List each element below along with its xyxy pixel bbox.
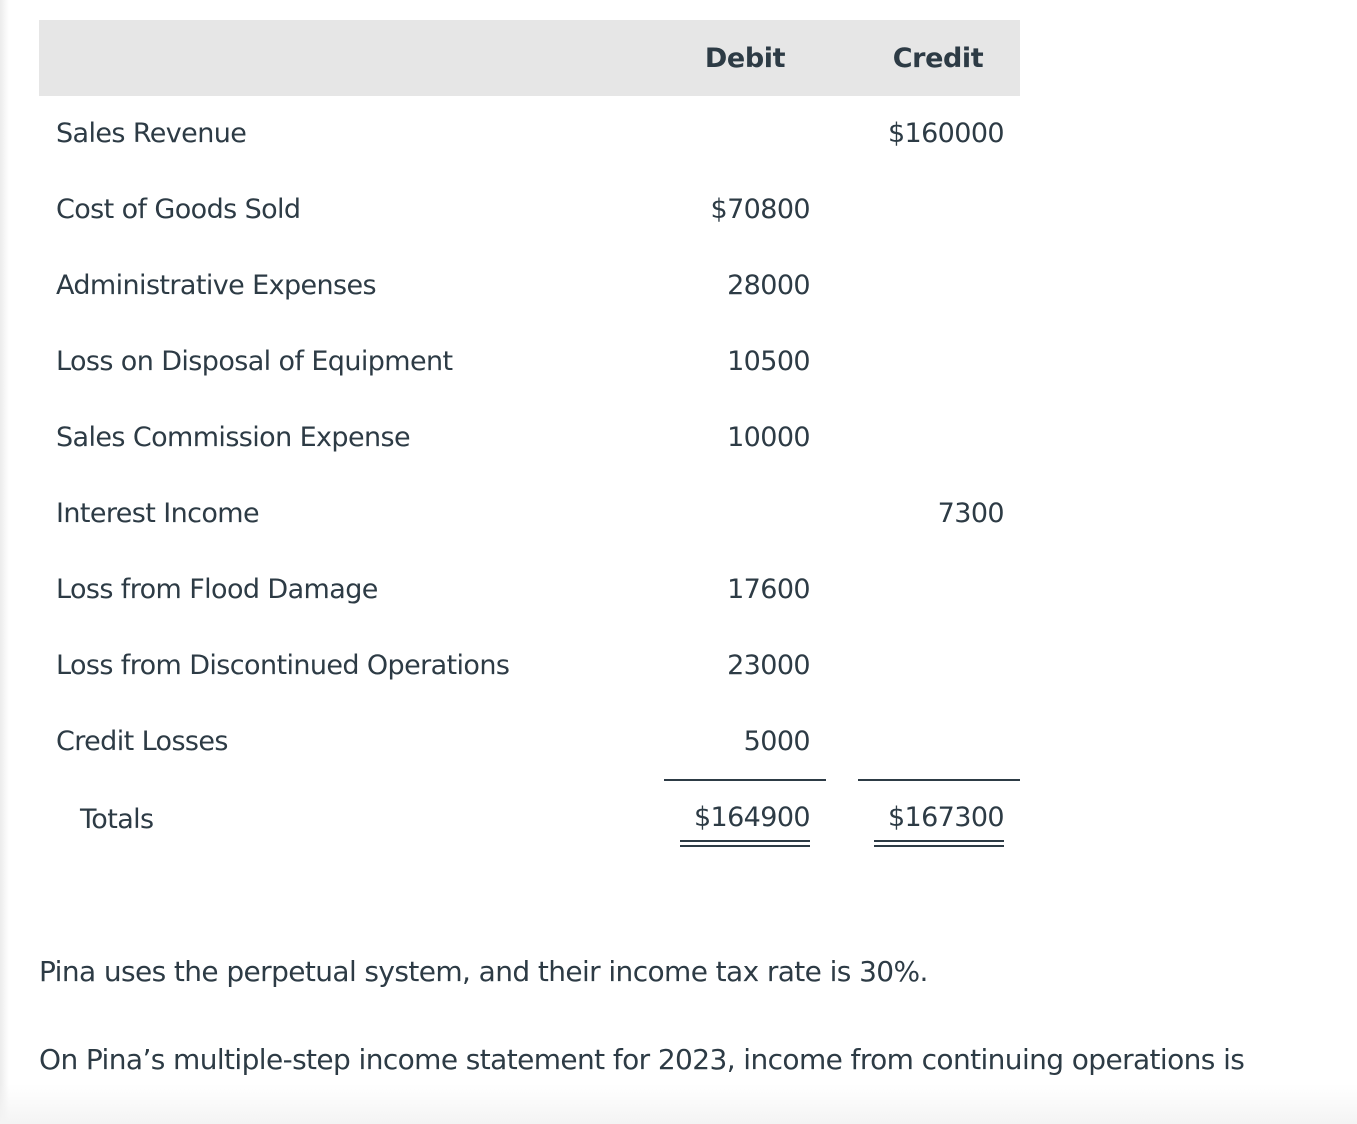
row-label: Sales Revenue xyxy=(56,118,247,149)
debit-amount: 5000 xyxy=(743,726,810,757)
table-row xyxy=(39,628,1020,704)
debit-column-header: Debit xyxy=(704,43,786,74)
debit-amount: 10000 xyxy=(727,422,810,453)
debit-amount: 28000 xyxy=(727,270,810,301)
table-row xyxy=(39,476,1020,552)
table-row xyxy=(39,96,1020,172)
credit-amount: $160000 xyxy=(887,118,1004,149)
totals-label: Totals xyxy=(80,804,154,835)
row-label: Sales Commission Expense xyxy=(56,422,410,453)
question-paragraph: On Pina’s multiple-step income statement for 2023, income from continuing operations is xyxy=(39,1043,1245,1076)
table-row xyxy=(39,552,1020,628)
credit-total: $167300 xyxy=(887,802,1004,833)
left-edge-shadow xyxy=(0,0,9,1124)
table-row xyxy=(39,172,1020,248)
row-label: Interest Income xyxy=(56,498,259,529)
tax-rate-paragraph: Pina uses the perpetual system, and their income tax rate is 30%. xyxy=(39,955,928,988)
row-label: Administrative Expenses xyxy=(56,270,376,301)
credit-total-double-underline xyxy=(874,840,1004,847)
trial-balance-table xyxy=(39,20,1020,860)
row-label: Loss from Discontinued Operations xyxy=(56,650,510,681)
table-row xyxy=(39,324,1020,400)
row-label: Cost of Goods Sold xyxy=(56,194,301,225)
bottom-fade xyxy=(0,1084,1357,1124)
table-row xyxy=(39,704,1020,780)
debit-amount: 23000 xyxy=(727,650,810,681)
row-label: Credit Losses xyxy=(56,726,228,757)
credit-amount: 7300 xyxy=(937,498,1004,529)
row-label: Loss from Flood Damage xyxy=(56,574,378,605)
credit-column-header: Credit xyxy=(892,43,984,74)
debit-total-double-underline xyxy=(680,840,810,847)
debit-amount: 10500 xyxy=(727,346,810,377)
table-header xyxy=(39,20,1020,96)
debit-amount: 17600 xyxy=(727,574,810,605)
debit-total: $164900 xyxy=(693,802,810,833)
row-label: Loss on Disposal of Equipment xyxy=(56,346,453,377)
table-row xyxy=(39,248,1020,324)
totals-row xyxy=(39,780,1020,860)
debit-amount: $70800 xyxy=(710,194,810,225)
table-row xyxy=(39,400,1020,476)
